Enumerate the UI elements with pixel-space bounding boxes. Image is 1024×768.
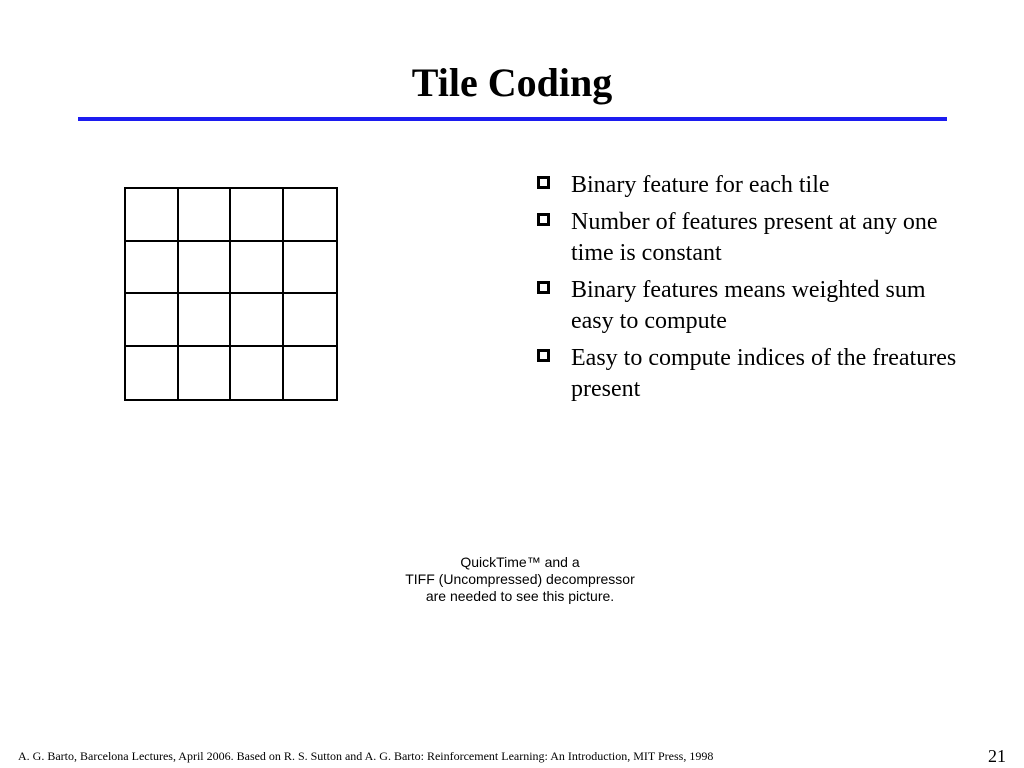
- tile-grid: [124, 187, 338, 401]
- bullet-text: Number of features present at any one time is constant: [571, 209, 938, 266]
- square-bullet-icon: [537, 349, 550, 362]
- placeholder-line: QuickTime™ and a: [460, 554, 580, 570]
- tile-cell: [231, 189, 284, 242]
- bullet-item: [535, 343, 965, 405]
- tile-cell: [284, 189, 337, 242]
- tile-cell: [179, 189, 232, 242]
- title-divider: [78, 117, 947, 121]
- tile-cell: [126, 242, 179, 295]
- tile-cell: [126, 294, 179, 347]
- bullet-text: Easy to compute indices of the freatures present: [571, 345, 957, 402]
- bullet-item: [535, 170, 965, 201]
- bullet-list: [535, 170, 965, 411]
- tile-cell: [179, 294, 232, 347]
- tile-cell: [231, 294, 284, 347]
- missing-picture-placeholder: [360, 554, 680, 605]
- page-number: 21: [988, 746, 1006, 766]
- square-bullet-icon: [537, 213, 550, 226]
- tile-cell: [231, 347, 284, 400]
- tile-cell: [284, 347, 337, 400]
- footer-citation: A. G. Barto, Barcelona Lectures, April 2006. Based on R. S. Sutton and A. G. Barto: Reinforcement Learning: An Introduction, MIT Press, 1998: [18, 749, 714, 763]
- placeholder-line: are needed to see this picture.: [425, 588, 615, 604]
- tile-cell: [126, 347, 179, 400]
- placeholder-line: TIFF (Uncompressed) decompressor: [405, 571, 635, 587]
- bullet-text: Binary features means weighted sum easy to compute: [571, 277, 926, 334]
- slide-title: Tile Coding: [411, 60, 613, 105]
- square-bullet-icon: [537, 176, 550, 189]
- tile-cell: [126, 189, 179, 242]
- bullet-item: [535, 275, 965, 337]
- square-bullet-icon: [537, 281, 550, 294]
- tile-cell: [284, 242, 337, 295]
- tile-cell: [179, 242, 232, 295]
- tile-cell: [231, 242, 284, 295]
- tile-cell: [179, 347, 232, 400]
- tile-cell: [284, 294, 337, 347]
- bullet-text: Binary feature for each tile: [571, 172, 830, 198]
- bullet-item: [535, 207, 965, 269]
